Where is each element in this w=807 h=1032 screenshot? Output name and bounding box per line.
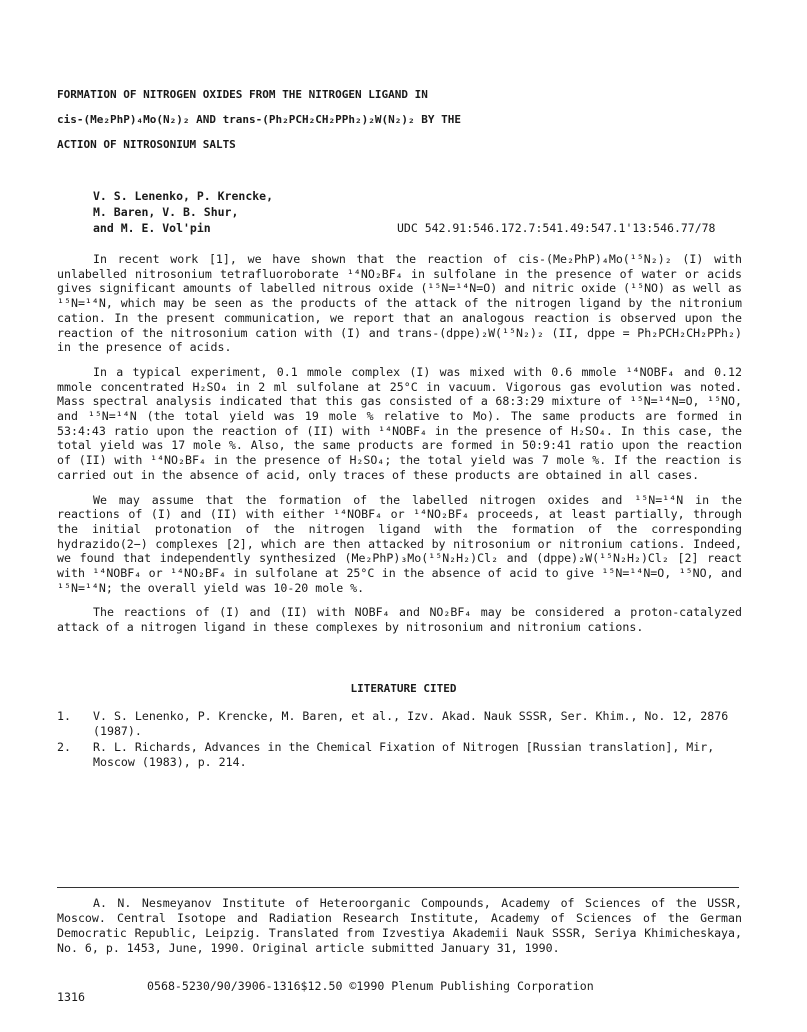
footnote-divider: [57, 887, 739, 888]
reference-text: R. L. Richards, Advances in the Chemical Fixation of Nitrogen [Russian translation], Mir, Moscow (1983), p. 214.: [93, 740, 715, 769]
body-paragraph: In a typical experiment, 0.1 mmole complex (I) was mixed with 0.6 mmole ¹⁴NOBF₄ and 0.12 mmole concentrated H₂SO₄ in 2 ml sulfolane at 25°C in vacuum. Vigorous gas evolution was noted. Mass spectral analysis indicated that this gas consisted of a 68:3:29 mixture of ¹⁵N=¹⁴N=O, ¹⁵NO, and ¹⁵N=¹⁴N (the total yield was 19 mole % relative to Mo). The same products are formed in 53:4:43 ratio upon the reaction of (II) with ¹⁴NOBF₄ in the presence of H₂SO₄. In this case, the total yield was 17 mole %. Also, the same products are formed in 50:9:41 ratio upon the reaction of (II) with ¹⁴NO₂BF₄ in the presence of H₂SO₄; the total yield was 7 mole %. If the reaction is carried out in the absence of acid, only traces of these products are obtained in all cases.: [57, 364, 742, 482]
title-line: cis-(Me₂PhP)₄Mo(N₂)₂ AND trans-(Ph₂PCH₂CH₂PPh₂)₂W(N₂)₂ BY THE: [57, 113, 461, 126]
author-list: [93, 188, 393, 236]
reference-item: [57, 740, 742, 769]
author-line: M. Baren, V. B. Shur,: [93, 205, 239, 219]
copyright-line: 0568-5230/90/3906-1316$12.50 ©1990 Plenum Publishing Corporation: [147, 979, 594, 993]
reference-list: [57, 709, 742, 771]
page-number: 1316: [57, 990, 85, 1004]
reference-number: 2.: [57, 740, 71, 754]
body-paragraph: We may assume that the formation of the labelled nitrogen oxides and ¹⁵N=¹⁴N in the reactions of (I) and (II) with either ¹⁴NOBF₄ or ¹⁴NO₂BF₄ proceeds, at least partially, through the initial protonation of the nitrogen ligand with the formation of the corresponding hydrazido(2−) complexes [2], which are then attacked by nitrosonium or nitronium cations. Indeed, we found that independently synthesized (Me₂PhP)₃Mo(¹⁵N₂H₂)Cl₂ and (dppe)₂W(¹⁵N₂H₂)Cl₂ [2] react with ¹⁴NOBF₄ or ¹⁴NO₂BF₄ in sulfolane at 25°C in the absence of acid to give ¹⁵N=¹⁴N=O, ¹⁵NO, and ¹⁵N=¹⁴N; the overall yield was 10-20 mole %.: [57, 492, 742, 595]
body-paragraph: In recent work [1], we have shown that the reaction of cis-(Me₂PhP)₄Mo(¹⁵N₂)₂ (I) with unlabelled nitrosonium tetrafluoroborate ¹⁴NO₂BF₄ in sulfolane in the presence of water or acids gives significant amounts of labelled nitrous oxide (¹⁵N=¹⁴N=O) and nitric oxide (¹⁵NO) as well as ¹⁵N=¹⁴N, which may be seen as the products of the attack of the nitrogen ligand by the nitronium cation. In the present communication, we report that an analogous reaction is observed upon the reaction of the nitrosonium cation with (I) and trans-(dppe)₂W(¹⁵N₂)₂ (II, dppe = Ph₂PCH₂CH₂PPh₂) in the presence of acids.: [57, 252, 742, 355]
author-line: and M. E. Vol'pin: [93, 221, 211, 235]
reference-item: [57, 709, 742, 738]
title-line: ACTION OF NITROSONIUM SALTS: [57, 138, 236, 151]
article-title: [57, 82, 757, 157]
reference-number: 1.: [57, 709, 71, 723]
udc-code: UDC 542.91:546.172.7:541.49:547.1'13:546.77/78: [397, 221, 716, 235]
literature-heading: LITERATURE CITED: [350, 682, 457, 695]
article-body: [57, 252, 742, 645]
author-line: V. S. Lenenko, P. Krencke,: [93, 189, 274, 203]
affiliation-footnote: A. N. Nesmeyanov Institute of Heteroorganic Compounds, Academy of Sciences of the USSR, Moscow. Central Isotope and Radiation Research Institute, Academy of Sciences of the German Democratic Republic, Leipzig. Translated from Izvestiya Akademii Nauk SSSR, Seriya Khimicheskaya, No. 6, p. 1453, June, 1990. Original article submitted January 31, 1990.: [57, 896, 742, 955]
title-line: FORMATION OF NITROGEN OXIDES FROM THE NITROGEN LIGAND IN: [57, 88, 428, 101]
body-paragraph: The reactions of (I) and (II) with NOBF₄ and NO₂BF₄ may be considered a proton-catalyzed attack of a nitrogen ligand in these complexes by nitrosonium and nitronium cations.: [57, 605, 742, 635]
reference-text: V. S. Lenenko, P. Krencke, M. Baren, et al., Izv. Akad. Nauk SSSR, Ser. Khim., No. 12, 2876 (1987).: [93, 709, 729, 738]
